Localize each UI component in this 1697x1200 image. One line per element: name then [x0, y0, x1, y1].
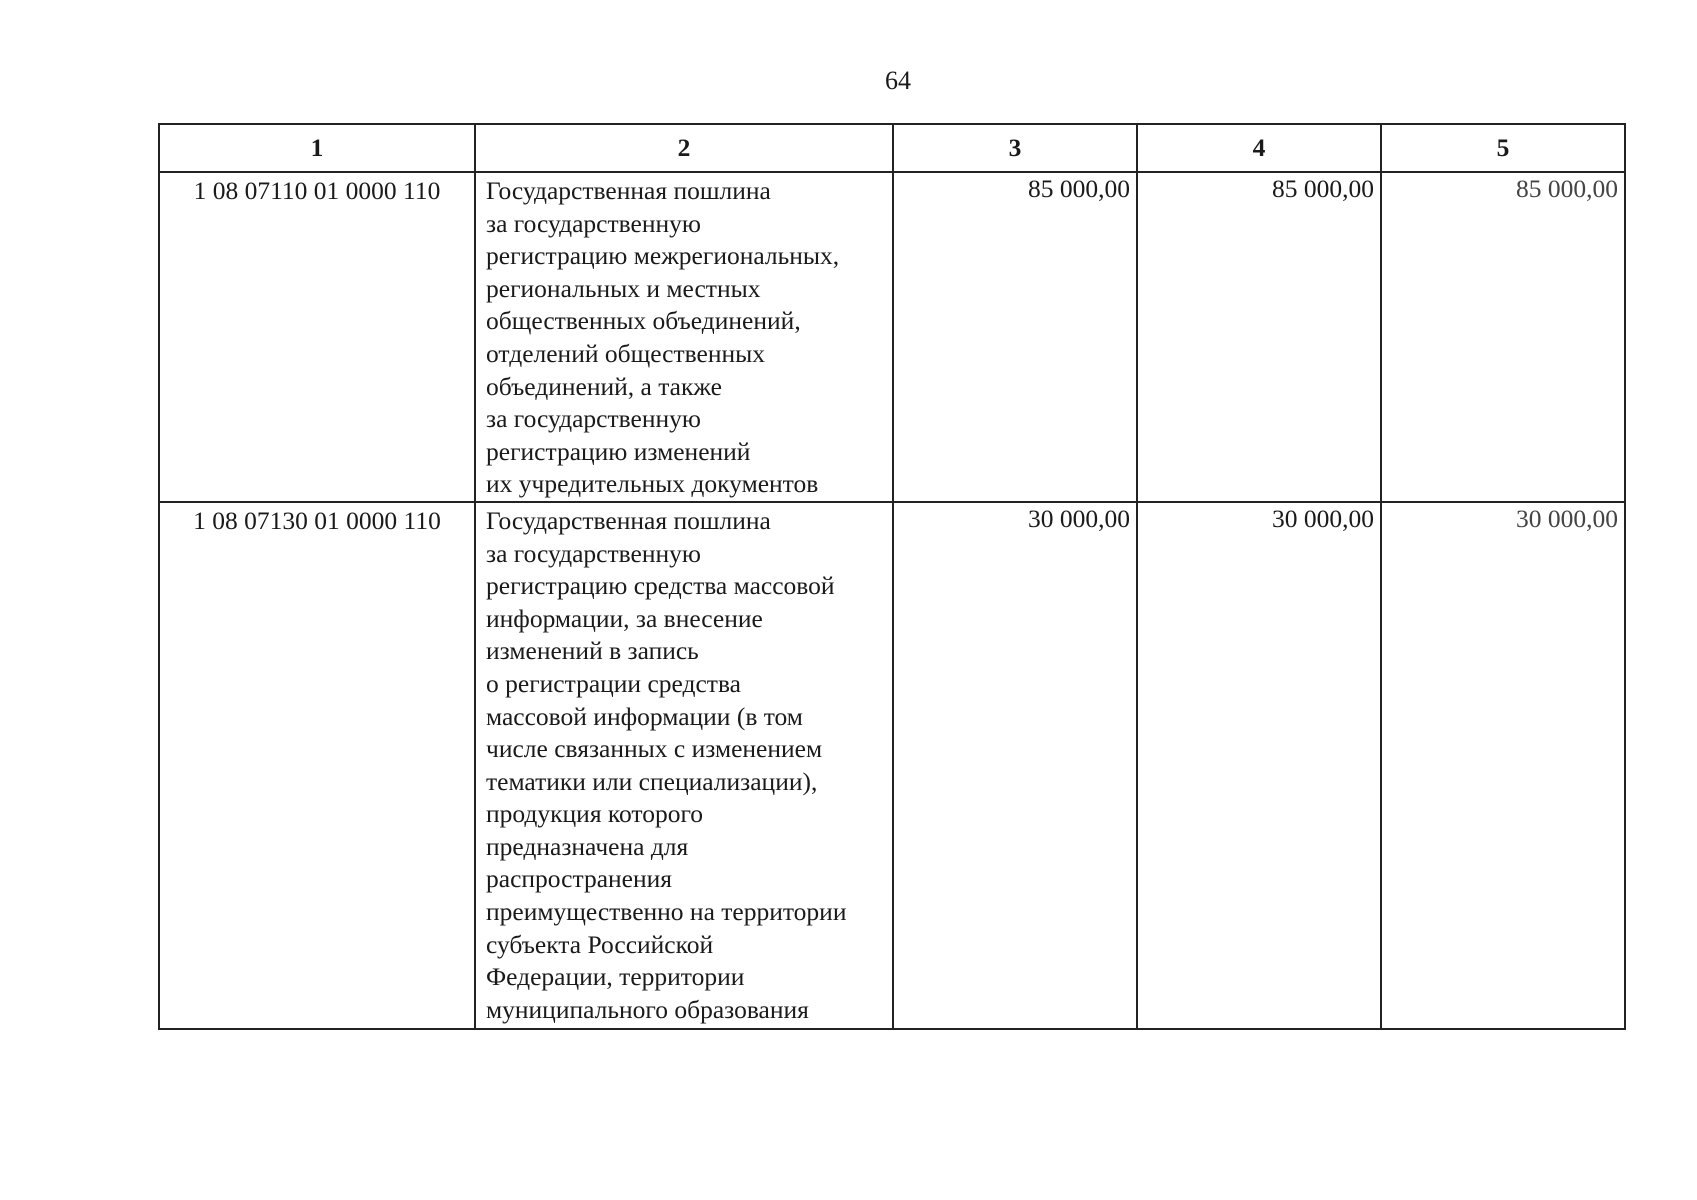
row-code: 1 08 07130 01 0000 110 [159, 502, 475, 1029]
row-col5-value: 30 000,00 [1381, 502, 1625, 1029]
row-col4-value: 85 000,00 [1137, 172, 1381, 502]
table-header-row [159, 124, 1625, 172]
header-col-3: 3 [893, 124, 1137, 172]
revenue-table [158, 123, 1626, 1030]
header-col-4: 4 [1137, 124, 1381, 172]
row-description: Государственная пошлина за государственную регистрацию средства массовой информации, за внесение изменений в запись о регистрации средства массовой информации (в том числе связанных с изменением тематики или специализации), продукция которого предназначена для распространения преимущественно на территории субъекта Российской Федерации, территории муниципального образования [475, 502, 893, 1029]
table-row [159, 172, 1625, 502]
row-col3-value: 85 000,00 [893, 172, 1137, 502]
row-col3-value: 30 000,00 [893, 502, 1137, 1029]
row-col4-value: 30 000,00 [1137, 502, 1381, 1029]
header-col-1: 1 [159, 124, 475, 172]
page-number: 64 [885, 66, 911, 95]
row-col5-value: 85 000,00 [1381, 172, 1625, 502]
table-row [159, 502, 1625, 1029]
row-description: Государственная пошлина за государственную регистрацию межрегиональных, региональных и местных общественных объединений, отделений общественных объединений, а также за государственную регистрацию изменений их учредительных документов [475, 172, 893, 502]
header-col-5: 5 [1381, 124, 1625, 172]
row-code: 1 08 07110 01 0000 110 [159, 172, 475, 502]
header-col-2: 2 [475, 124, 893, 172]
